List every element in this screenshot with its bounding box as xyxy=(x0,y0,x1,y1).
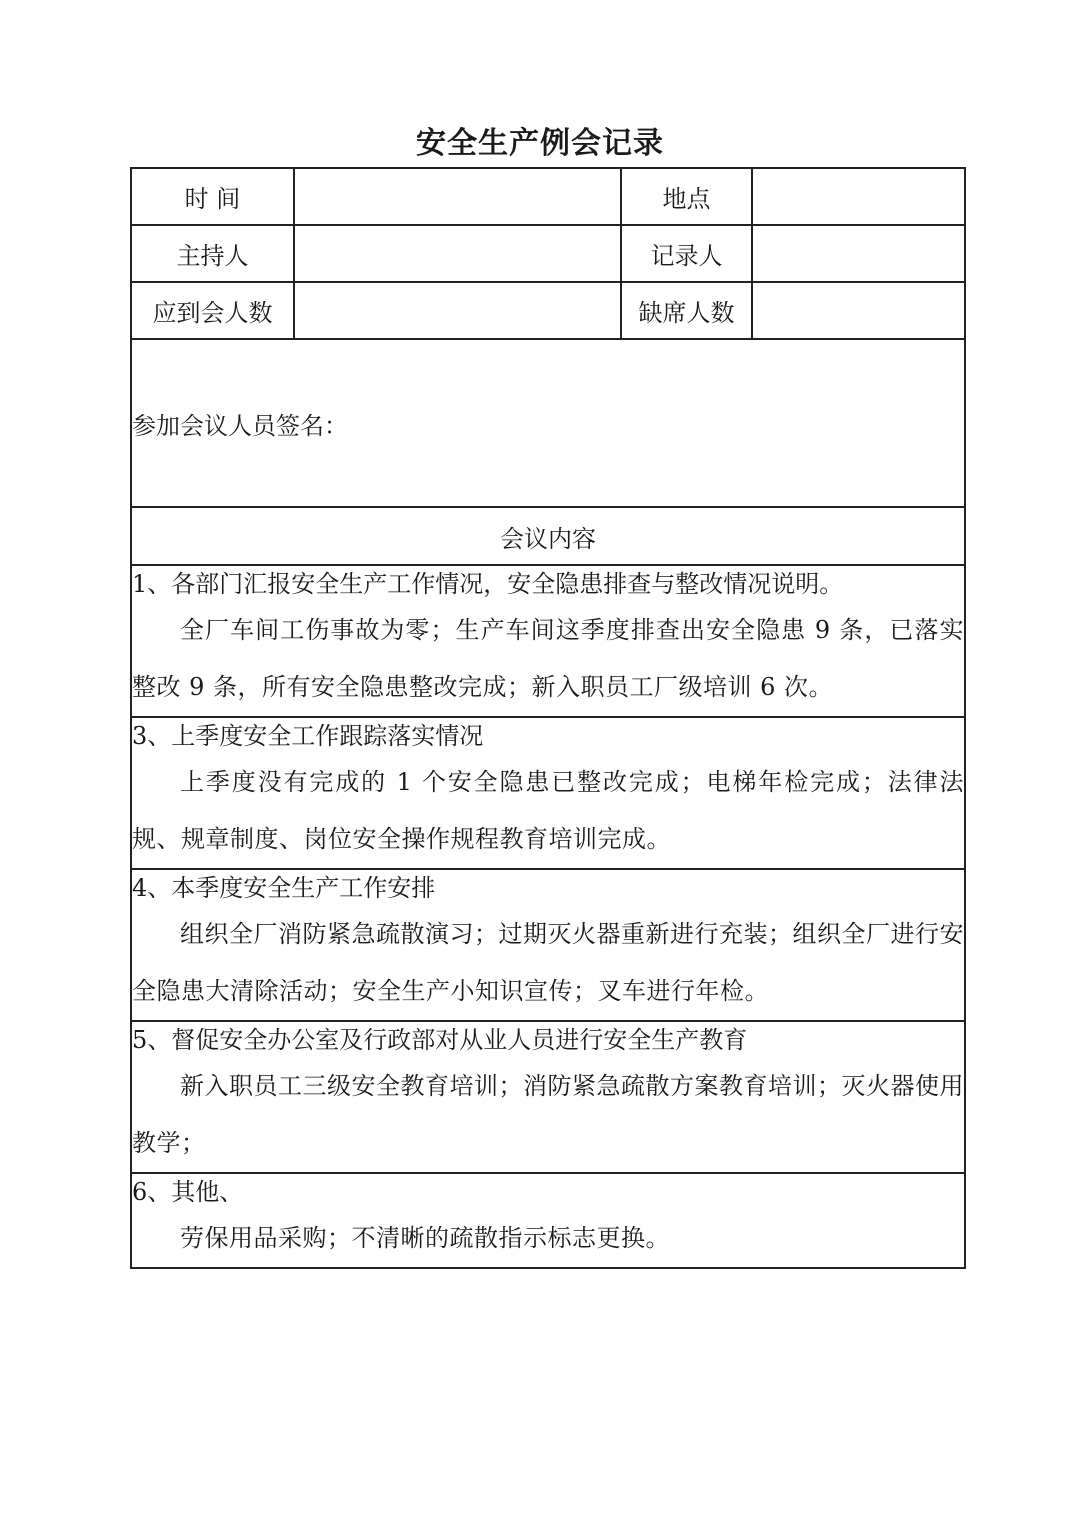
section-cell xyxy=(131,717,965,869)
signature-label: 参加会议人员签名： xyxy=(132,411,348,440)
section-cell xyxy=(131,869,965,1021)
info-row-attendance xyxy=(131,282,965,339)
location-value[interactable] xyxy=(752,168,965,225)
section-4 xyxy=(131,869,965,1021)
content-header-row xyxy=(131,507,965,565)
absent-count-label: 缺席人数 xyxy=(621,282,752,339)
info-row-host-recorder xyxy=(131,225,965,282)
host-label: 主持人 xyxy=(131,225,294,282)
meeting-record-table xyxy=(130,167,966,1269)
section-heading: 1、各部门汇报安全生产工作情况，安全隐患排查与整改情况说明。 xyxy=(132,570,844,598)
recorder-label: 记录人 xyxy=(621,225,752,282)
signature-row xyxy=(131,339,965,507)
section-5 xyxy=(131,1021,965,1173)
content-header: 会议内容 xyxy=(131,507,965,565)
section-body: 劳保用品采购；不清晰的疏散指示标志更换。 xyxy=(180,1224,670,1252)
absent-count-value[interactable] xyxy=(752,282,965,339)
section-heading: 5、督促安全办公室及行政部对从业人员进行安全生产教育 xyxy=(132,1026,748,1054)
section-heading: 4、本季度安全生产工作安排 xyxy=(132,874,436,902)
time-label: 时 间 xyxy=(131,168,294,225)
section-body: 新入职员工三级安全教育培训；消防紧急疏散方案教育培训；灭火器使用教学； xyxy=(132,1072,964,1157)
section-1 xyxy=(131,565,965,717)
document-title: 安全生产例会记录 xyxy=(416,126,664,161)
location-label: 地点 xyxy=(621,168,752,225)
section-3 xyxy=(131,717,965,869)
section-body: 组织全厂消防紧急疏散演习；过期灭火器重新进行充装；组织全厂进行安全隐患大清除活动；安全生产小知识宣传；叉车进行年检。 xyxy=(132,920,964,1005)
expected-attendees-label: 应到会人数 xyxy=(131,282,294,339)
section-cell xyxy=(131,1173,965,1268)
expected-attendees-value[interactable] xyxy=(294,282,621,339)
time-value[interactable] xyxy=(294,168,621,225)
host-value[interactable] xyxy=(294,225,621,282)
signature-cell[interactable] xyxy=(131,339,965,507)
section-heading: 6、其他、 xyxy=(132,1178,244,1206)
section-body: 全厂车间工伤事故为零；生产车间这季度排查出安全隐患 9 条，已落实整改 9 条，所有安全隐患整改完成；新入职员工厂级培训 6 次。 xyxy=(132,616,964,701)
info-row-time-location xyxy=(131,168,965,225)
section-cell xyxy=(131,565,965,717)
section-heading: 3、上季度安全工作跟踪落实情况 xyxy=(132,722,484,750)
recorder-value[interactable] xyxy=(752,225,965,282)
section-6 xyxy=(131,1173,965,1268)
section-cell xyxy=(131,1021,965,1173)
section-body: 上季度没有完成的 1 个安全隐患已整改完成；电梯年检完成；法律法规、规章制度、岗位安全操作规程教育培训完成。 xyxy=(132,768,964,853)
